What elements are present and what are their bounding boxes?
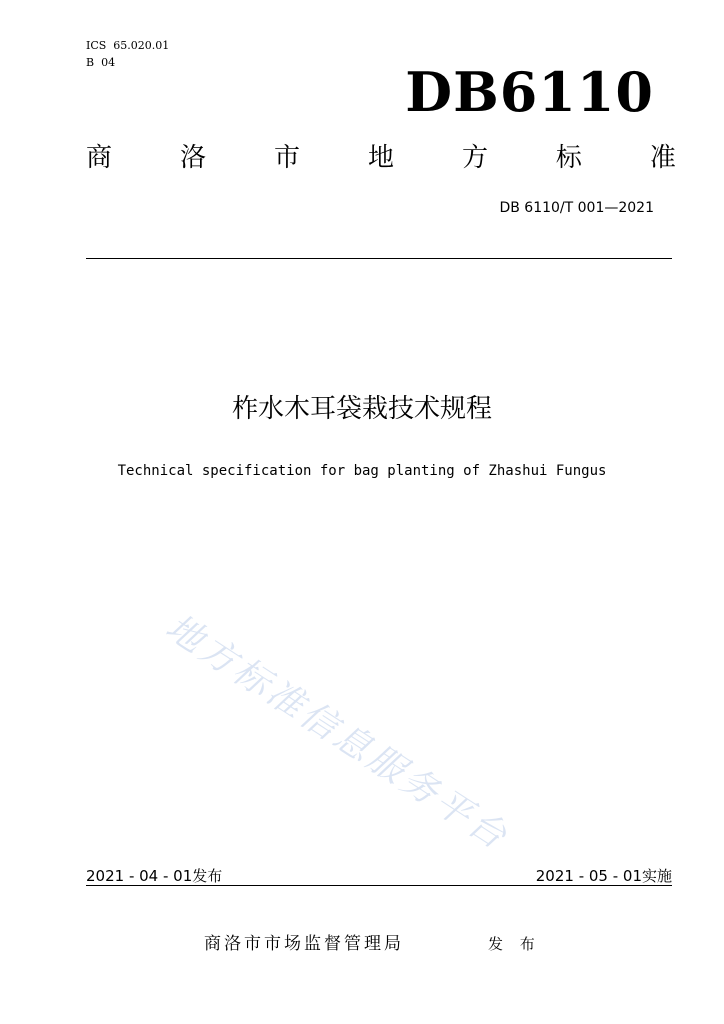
footer-divider [86, 885, 672, 886]
standard-type-char: 准 [649, 143, 676, 173]
standard-number: DB 6110/T 001—2021 [499, 200, 654, 216]
chinese-title: 柞水木耳袋栽技术规程 [231, 394, 492, 424]
standard-type-char: 商 [86, 143, 113, 173]
classification-codes [86, 37, 169, 71]
db-standard-logo: DB6110 [405, 60, 654, 124]
ics-code: ICS 65.020.01 [86, 39, 170, 52]
english-title: Technical specification for bag planting of Zhashui Fungus [117, 463, 607, 479]
standard-type-char: 标 [555, 143, 582, 173]
standard-type-char: 市 [273, 143, 300, 173]
standard-type-char: 方 [461, 143, 488, 173]
header-divider [86, 258, 672, 259]
issue-verb: 发 布 [488, 935, 541, 953]
standard-type-char: 地 [367, 143, 394, 173]
standard-type-char: 洛 [179, 143, 206, 173]
implementation-date: 2021 - 05 - 01实施 [535, 867, 672, 885]
issue-date: 2021 - 04 - 01发布 [86, 867, 223, 885]
issuing-authority: 商洛市市场监督管理局 [204, 934, 404, 954]
watermark: 地方标准信息服务平台 [158, 606, 517, 859]
ccs-code: B 04 [86, 56, 116, 69]
standard-type-title [86, 141, 676, 175]
